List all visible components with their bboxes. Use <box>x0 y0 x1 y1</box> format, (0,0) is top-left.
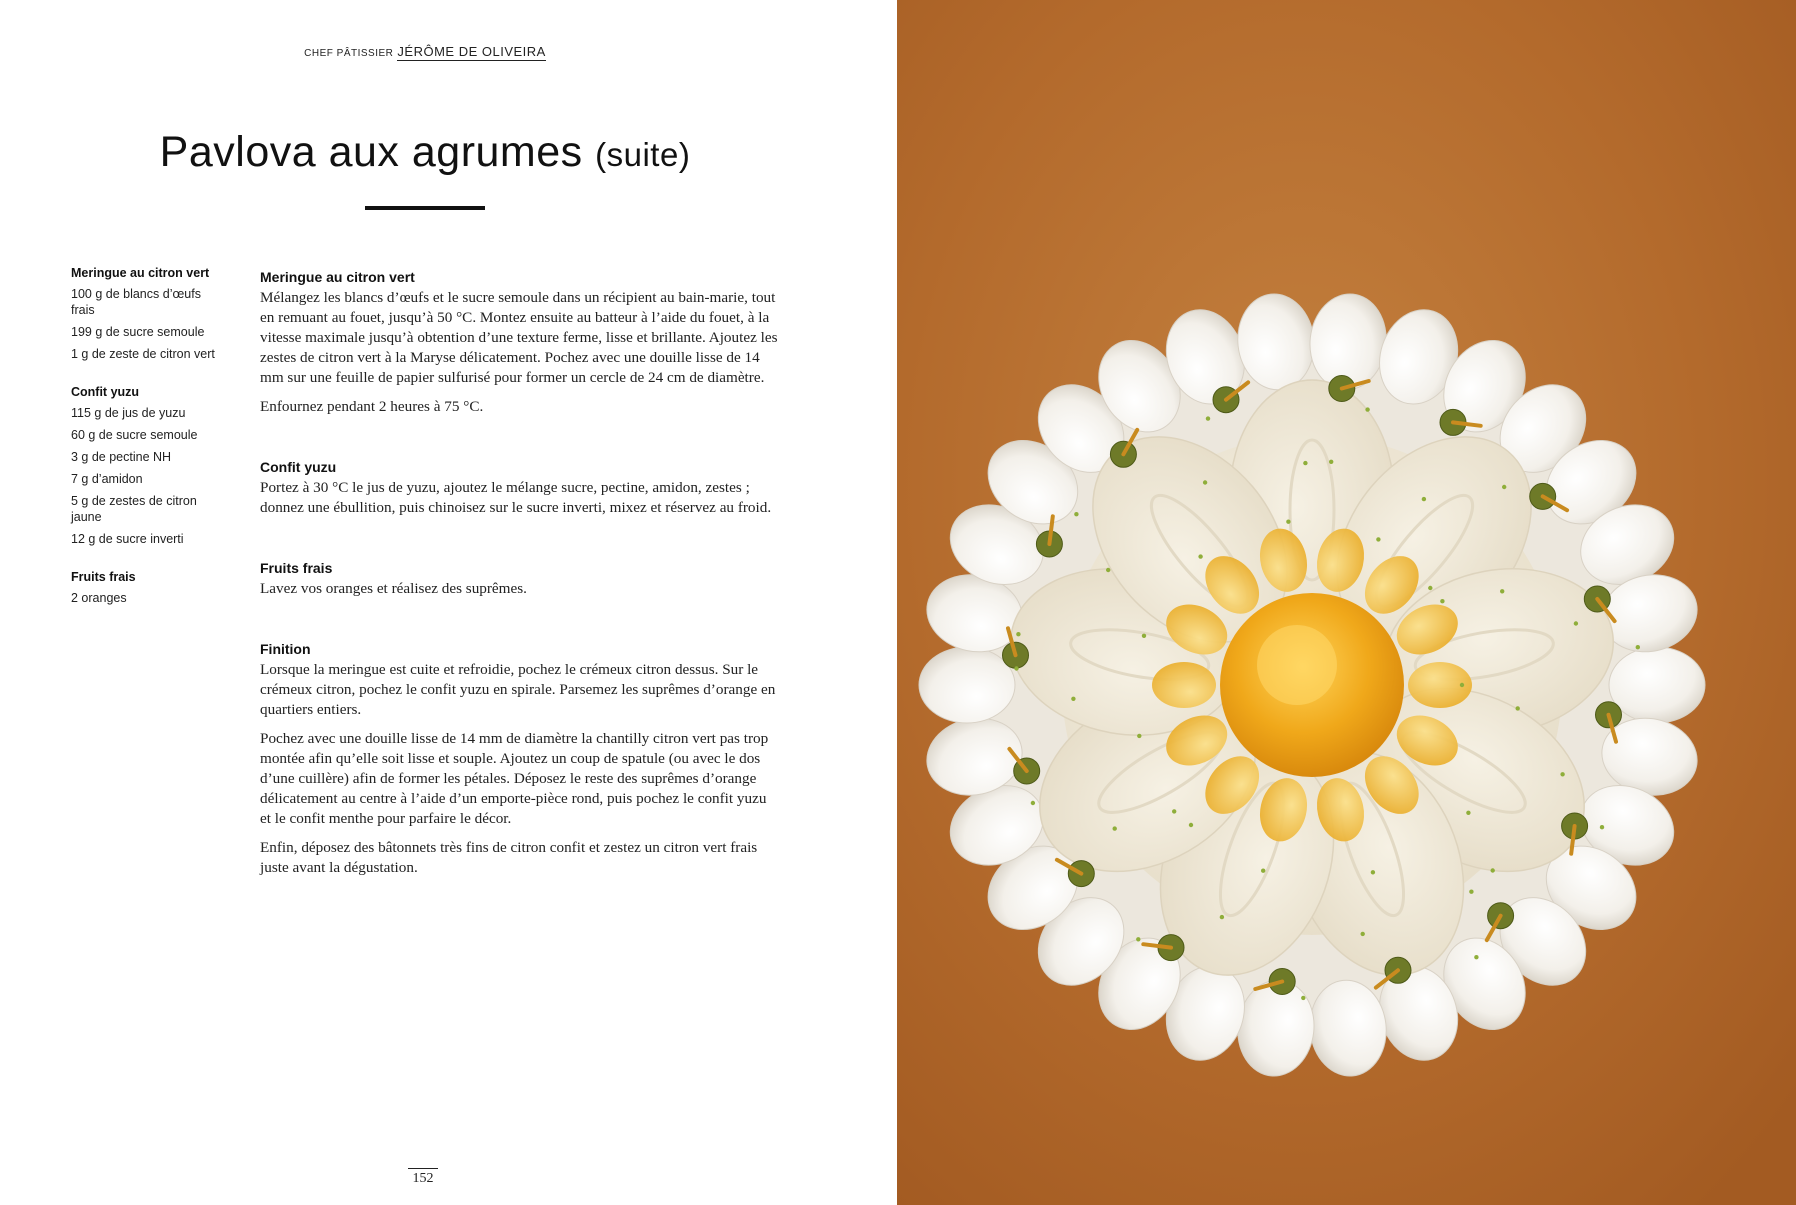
lime-zest <box>1469 890 1473 894</box>
ingredient-group-heading: Fruits frais <box>71 570 136 584</box>
step-paragraph: Mélangez les blancs d’œufs et le sucre semoule dans un récipient au bain-marie, tout en remuant au fouet, jusqu’à 50 °C. Montez ensuite au batteur à l’aide du fouet, à la vitesse maximale jusqu’à obtention d’une texture ferme, lisse et brillante. Ajoutez les zestes de citron vert à la Maryse délicatement. Pochez avec une douille lisse de 14 mm sur une feuille de papier sulfurisé pour former un cercle de 24 cm de diamètre. <box>260 289 778 386</box>
lime-zest <box>1142 634 1146 638</box>
ingredient-item: 100 g de blancs d’œufs frais <box>71 287 201 317</box>
page-number: 152 <box>408 1168 438 1187</box>
lime-zest <box>1074 512 1078 516</box>
confit-drop <box>1152 662 1216 708</box>
ingredient-item: 199 g de sucre semoule <box>71 325 205 339</box>
meringue-puff <box>919 647 1015 723</box>
dessert-photo <box>897 0 1796 1205</box>
ingredient-item: 1 g de zeste de citron vert <box>71 347 215 361</box>
lime-zest <box>1203 480 1207 484</box>
step-section <box>260 267 780 417</box>
chef-name: JÉRÔME DE OLIVEIRA <box>397 44 546 59</box>
step-paragraph: Pochez avec une douille lisse de 14 mm de diamètre la chantilly citron vert pas trop montée afin qu’elle soit lisse et souple. Ajoutez un coup de spatule (ou avec le dos d’une cuillère) afin de former les pétales. Déposez le reste des suprêmes d’orange délicatement au centre à l’aide d’un emporte-pièce rond, puis pochez le confit yuzu et le confit menthe pour parfaire le décor. <box>260 730 769 827</box>
step-section <box>260 558 780 599</box>
lime-zest <box>1440 599 1444 603</box>
lime-zest <box>1286 520 1290 524</box>
recipe-title <box>0 128 850 177</box>
lime-zest <box>1113 826 1117 830</box>
chef-header <box>0 44 850 59</box>
lime-zest <box>1106 568 1110 572</box>
lime-zest <box>1172 809 1176 813</box>
lime-zest <box>1460 683 1464 687</box>
step-paragraph: Enfin, déposez des bâtonnets très fins de citron confit et zestez un citron vert frais juste avant la dégustation. <box>260 839 758 876</box>
lime-zest <box>1361 932 1365 936</box>
left-page <box>0 0 897 1205</box>
lime-zest <box>1574 621 1578 625</box>
lime-zest <box>1220 915 1224 919</box>
lime-zest <box>1198 554 1202 558</box>
lime-zest <box>1636 645 1640 649</box>
center-highlight <box>1257 625 1337 705</box>
step-paragraph: Lavez vos oranges et réalisez des suprêmes. <box>260 580 527 597</box>
step-heading: Finition <box>260 641 311 657</box>
steps-column <box>260 267 780 918</box>
step-paragraph: Portez à 30 °C le jus de yuzu, ajoutez le mélange sucre, pectine, amidon, zestes ; donnez une ébullition, puis chinoisez sur le sucre inverti, mixez et réservez au froid. <box>260 479 772 516</box>
lime-zest <box>1428 586 1432 590</box>
pavlova-illustration <box>897 0 1796 1205</box>
lime-zest <box>1016 632 1020 636</box>
lime-zest <box>1474 955 1478 959</box>
step-section <box>260 639 780 878</box>
lime-zest <box>1466 811 1470 815</box>
lime-zest <box>1422 497 1426 501</box>
lime-zest <box>1491 868 1495 872</box>
lime-zest <box>1189 823 1193 827</box>
meringue-puff <box>1609 647 1705 723</box>
chef-prefix: CHEF PÂTISSIER <box>304 48 394 59</box>
title-divider <box>365 206 485 210</box>
step-heading: Meringue au citron vert <box>260 269 415 285</box>
lime-zest <box>1031 801 1035 805</box>
lime-zest <box>1206 416 1210 420</box>
ingredient-item: 12 g de sucre inverti <box>71 532 184 546</box>
lime-zest <box>1560 772 1564 776</box>
lime-zest <box>1261 869 1265 873</box>
ingredient-group-heading: Meringue au citron vert <box>71 266 210 280</box>
lime-zest <box>1502 485 1506 489</box>
ingredient-group-heading: Confit yuzu <box>71 385 140 399</box>
lime-zest <box>1500 589 1504 593</box>
step-paragraph: Lorsque la meringue est cuite et refroidie, pochez le crémeux citron dessus. Sur le crémeux citron, pochez le confit yuzu en spirale. Parsemez les suprêmes d’orange en quartiers entiers. <box>260 661 776 718</box>
lime-zest <box>1303 461 1307 465</box>
ingredient-item: 2 oranges <box>71 591 127 605</box>
lime-zest <box>1136 937 1140 941</box>
ingredient-item: 60 g de sucre semoule <box>71 428 198 442</box>
lime-zest <box>1137 734 1141 738</box>
lime-zest <box>1371 870 1375 874</box>
lime-zest <box>1014 666 1018 670</box>
lime-zest <box>1071 697 1075 701</box>
lime-zest <box>1365 407 1369 411</box>
ingredient-item: 115 g de jus de yuzu <box>71 406 186 420</box>
lime-zest <box>1376 537 1380 541</box>
ingredient-item: 5 g de zestes de citron jaune <box>71 494 197 524</box>
lime-zest <box>1329 460 1333 464</box>
step-paragraph: Enfournez pendant 2 heures à 75 °C. <box>260 398 484 415</box>
step-heading: Confit yuzu <box>260 459 337 475</box>
ingredient-group <box>71 384 221 547</box>
recipe-title-suffix: (suite) <box>595 136 691 173</box>
recipe-title-main: Pavlova aux agrumes <box>159 128 583 176</box>
lime-zest <box>1600 825 1604 829</box>
step-section <box>260 457 780 518</box>
ingredient-group <box>71 265 221 362</box>
step-heading: Fruits frais <box>260 560 333 576</box>
lime-zest <box>1301 996 1305 1000</box>
ingredient-item: 3 g de pectine NH <box>71 450 172 464</box>
lime-zest <box>1516 706 1520 710</box>
ingredient-group <box>71 569 221 606</box>
ingredient-item: 7 g d’amidon <box>71 472 143 486</box>
ingredients-column <box>71 265 221 628</box>
